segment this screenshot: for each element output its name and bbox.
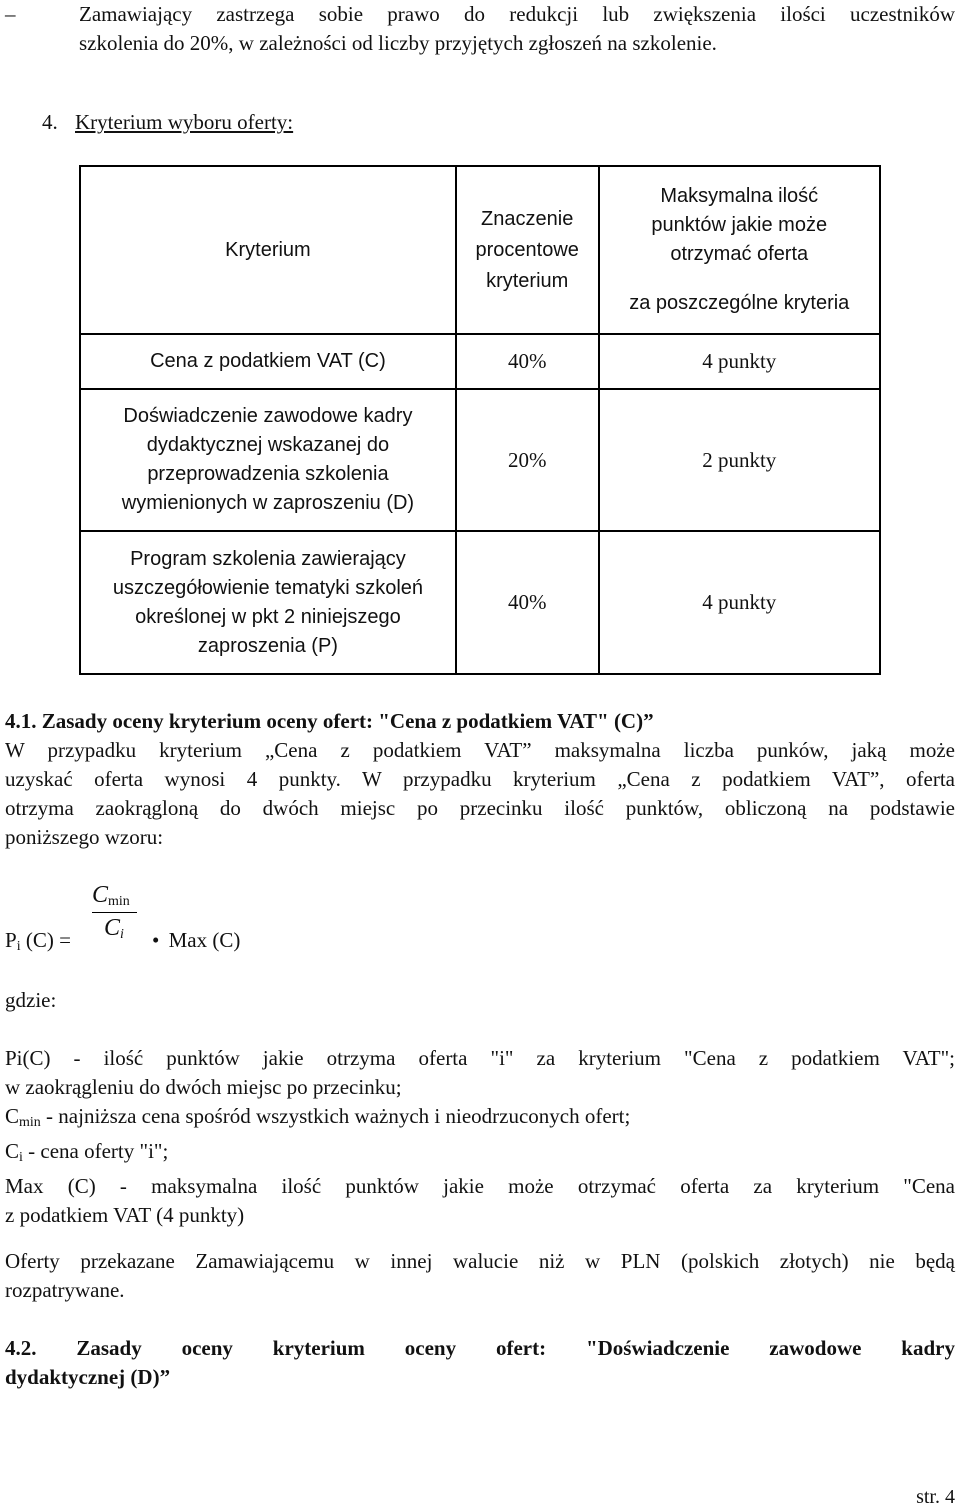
row-weight: 20% bbox=[456, 389, 599, 531]
para-line-4: poniższego wzoru: bbox=[5, 825, 164, 849]
section-4-number: 4. bbox=[42, 110, 58, 134]
formula-max: • Max (C) bbox=[152, 928, 241, 952]
table-row bbox=[80, 389, 880, 531]
header-max-points: Maksymalna ilość punktów jakie może otrzymać oferta za poszczególne kryteria bbox=[599, 166, 881, 334]
intro-paragraph bbox=[5, 0, 955, 58]
header-weight: Znaczenie procentowe kryterium bbox=[456, 166, 599, 334]
definitions bbox=[5, 1044, 955, 1230]
formula-numerator: $C_{min}$ bbox=[92, 882, 130, 909]
multiply-dot: • bbox=[152, 928, 160, 952]
table-row bbox=[80, 531, 880, 674]
section-4-1-heading: 4.1. Zasady oceny kryterium oceny ofert: "Cena z podatkiem VAT" (C)” bbox=[5, 709, 654, 733]
def-ci: $C_i$ - cena oferty "i"; bbox=[5, 1139, 169, 1165]
def-max-line-2: z podatkiem VAT (4 punkty) bbox=[5, 1203, 245, 1227]
intro-line-2: szkolenia do 20%, w zależności od liczby przyjętych zgłoszeń na szkolenie. bbox=[79, 31, 717, 55]
section-4-2-line-1: 4.2. Zasady oceny kryterium oceny ofert: "Doświadczenie zawodowe kadry bbox=[5, 1336, 955, 1360]
intro-line-1: Zamawiający zastrzega sobie prawo do redukcji lub zwiększenia ilości uczestników bbox=[79, 2, 955, 26]
section-4-title: Kryterium wyboru oferty: bbox=[75, 110, 294, 134]
def-pi-line-2: w zaokrągleniu do dwóch miejsc po przecinku; bbox=[5, 1075, 402, 1099]
row-points: 2 punkty bbox=[599, 389, 881, 531]
criteria-table bbox=[79, 165, 881, 675]
para-line-2: uzyskać oferta wynosi 4 punkty. W przypadku kryterium „Cena z podatkiem VAT”, oferta bbox=[5, 767, 955, 791]
def-max-line-1: Max (C) - maksymalna ilość punktów jakie może otrzymać oferta za kryterium "Cena bbox=[5, 1174, 955, 1198]
formula-denominator: $C_i$ bbox=[104, 915, 124, 942]
currency-line-1: Oferty przekazane Zamawiającemu w innej walucie niż w PLN (polskich złotych) nie będą bbox=[5, 1249, 955, 1273]
row-criterion: Doświadczenie zawodowe kadry dydaktycznej wskazanej do przeprowadzenia szkolenia wymienionych w zaproszeniu (D) bbox=[80, 389, 456, 531]
row-points: 4 punkty bbox=[599, 334, 881, 389]
def-cmin: $C_{min}$ - najniższa cena spośród wszystkich ważnych i nieodrzuconych ofert; bbox=[5, 1104, 631, 1130]
row-points: 4 punkty bbox=[599, 531, 881, 674]
page-number: str. 4 bbox=[916, 1486, 955, 1508]
dash-bullet: – bbox=[5, 2, 16, 26]
table-row bbox=[80, 334, 880, 389]
row-weight: 40% bbox=[456, 531, 599, 674]
table-header-row bbox=[80, 166, 880, 334]
formula-lhs: $P_i$ (C) = bbox=[5, 928, 71, 954]
para-line-3: otrzyma zaokrągloną do dwóch miejsc po przecinku ilość punktów, obliczoną na podstawie bbox=[5, 796, 955, 820]
where-label: gdzie: bbox=[5, 988, 57, 1012]
header-criterion: Kryterium bbox=[80, 166, 456, 334]
row-weight: 40% bbox=[456, 334, 599, 389]
fraction-bar bbox=[92, 912, 137, 913]
section-4-1-paragraph bbox=[5, 736, 955, 852]
currency-note bbox=[5, 1247, 955, 1305]
section-4-2-line-2: dydaktycznej (D)” bbox=[5, 1365, 171, 1389]
section-4-heading bbox=[42, 110, 293, 135]
currency-line-2: rozpatrywane. bbox=[5, 1278, 125, 1302]
row-criterion: Program szkolenia zawierający uszczegółowienie tematyki szkoleń określonej w pkt 2 niniejszego zaproszenia (P) bbox=[80, 531, 456, 674]
section-4-2-heading bbox=[5, 1334, 955, 1392]
def-pi-line-1: Pi(C) - ilość punktów jakie otrzyma oferta "i" za kryterium "Cena z podatkiem VAT"; bbox=[5, 1046, 955, 1070]
row-criterion: Cena z podatkiem VAT (C) bbox=[80, 334, 456, 389]
para-line-1: W przypadku kryterium „Cena z podatkiem VAT” maksymalna liczba punków, jaką może bbox=[5, 738, 955, 762]
